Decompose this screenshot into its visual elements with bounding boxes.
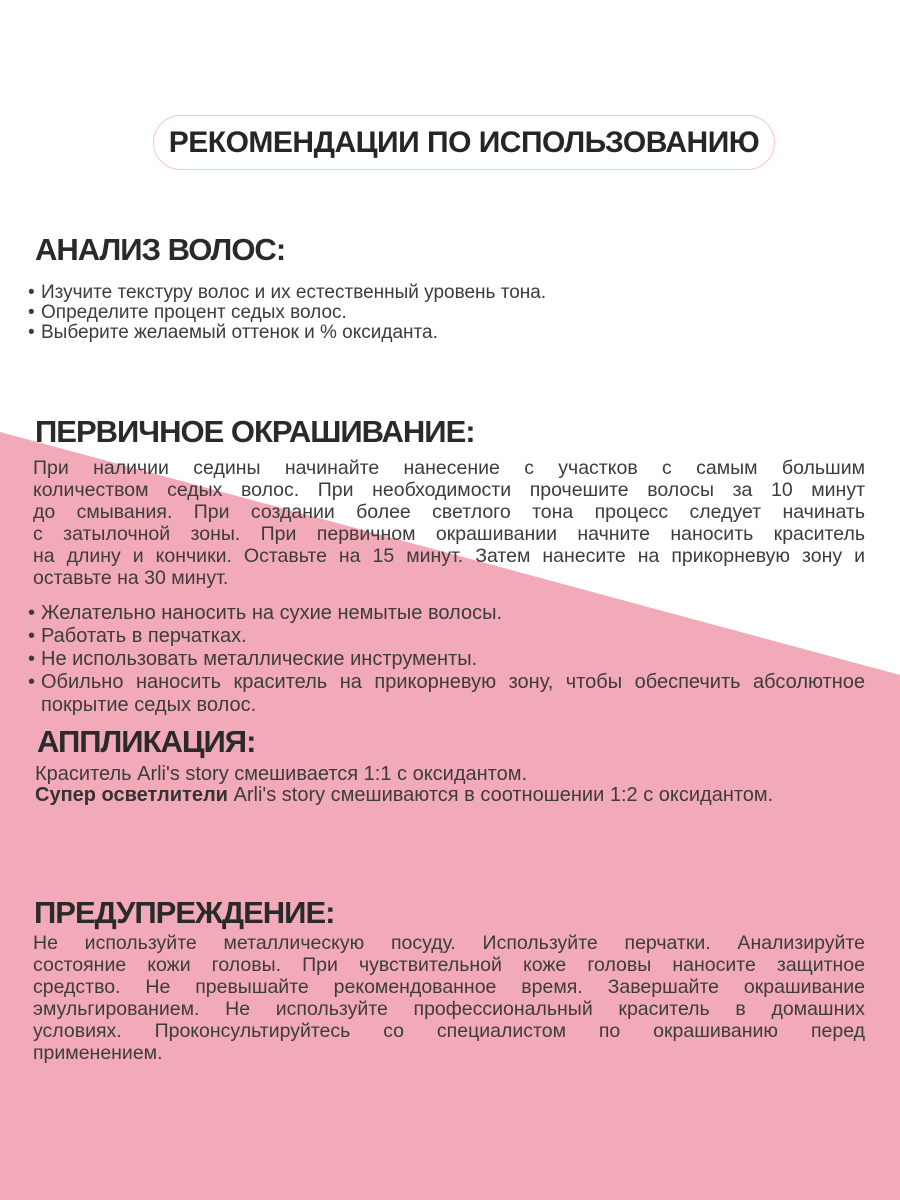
paragraph-line: на длину и кончики. Оставьте на 15 минут. Затем нанесите на прикорневую зону и <box>33 545 865 567</box>
bullet-dot: • <box>28 625 36 647</box>
paragraph-line: применением. <box>33 1042 163 1064</box>
analysis-bullet-1 <box>28 283 868 303</box>
bullet-dot: • <box>28 648 36 670</box>
warning-paragraph <box>33 932 865 1064</box>
paragraph-line: средство. Не превышайте рекомендованное время. Завершайте окрашивание <box>33 976 865 998</box>
analysis-bullet-3 <box>28 323 868 343</box>
primary-bullet-3 <box>28 648 865 671</box>
primary-coloring-paragraph <box>33 457 865 589</box>
application-line-2-bold: Супер осветлители <box>35 784 228 806</box>
warning-heading: ПРЕДУПРЕЖДЕНИЕ: <box>34 895 335 930</box>
application-line-2-rest: Arli's story смешиваются в соотношении 1:2 с оксидантом. <box>227 784 774 806</box>
bullet-text <box>41 671 865 717</box>
paragraph-line: состояние кожи головы. При чувствительной коже головы наносите защитное <box>33 954 865 976</box>
bullet-text: Не использовать металлические инструменты. <box>41 648 478 670</box>
analysis-bullet-2 <box>28 303 868 323</box>
bullet-line: покрытие седых волос. <box>41 694 257 716</box>
bullet-dot: • <box>28 302 35 323</box>
primary-bullet-4 <box>28 671 865 717</box>
primary-coloring-bullet-list <box>28 602 865 717</box>
paragraph-line: количеством седых волос. При необходимости прочешите волосы за 10 минут <box>33 479 865 501</box>
paragraph-line: оставьте на 30 минут. <box>33 567 229 589</box>
primary-bullet-2 <box>28 625 865 648</box>
analysis-bullet-list <box>28 283 868 343</box>
analysis-heading: АНАЛИЗ ВОЛОС: <box>35 232 286 267</box>
paragraph-line: эмульгированием. Не используйте профессиональный краситель в домашних <box>33 998 865 1020</box>
application-line-2 <box>35 785 875 806</box>
bullet-text: Изучите текстуру волос и их естественный уровень тона. <box>41 282 547 303</box>
paragraph-line: условиях. Проконсультируйтесь со специалистом по окрашиванию перед <box>33 1020 865 1042</box>
page-title: РЕКОМЕНДАЦИИ ПО ИСПОЛЬЗОВАНИЮ <box>168 125 760 159</box>
bullet-text: Определите процент седых волос. <box>41 302 347 323</box>
bullet-text: Работать в перчатках. <box>41 625 247 647</box>
application-line-1: Краситель Arli's story смешивается 1:1 с оксидантом. <box>35 763 528 785</box>
bullet-text: Выберите желаемый оттенок и % оксиданта. <box>41 322 438 343</box>
bullet-dot: • <box>28 322 35 343</box>
bullet-line: Обильно наносить краситель на прикорневую зону, чтобы обеспечить абсолютное <box>41 671 865 693</box>
title-pill <box>153 115 775 170</box>
primary-bullet-1 <box>28 602 865 625</box>
bullet-dot: • <box>28 671 36 693</box>
primary-coloring-heading: ПЕРВИЧНОЕ ОКРАШИВАНИЕ: <box>35 414 475 449</box>
paragraph-line: При наличии седины начинайте нанесение с участков с самым большим <box>33 457 865 479</box>
application-heading: АППЛИКАЦИЯ: <box>37 724 256 759</box>
bullet-dot: • <box>28 282 35 303</box>
paragraph-line: с затылочной зоны. При первичном окрашивании начните наносить краситель <box>33 523 865 545</box>
paragraph-line: Не используйте металлическую посуду. Используйте перчатки. Анализируйте <box>33 932 865 954</box>
bullet-dot: • <box>28 602 36 624</box>
paragraph-line: до смывания. При создании более светлого тона процесс следует начинать <box>33 501 865 523</box>
bullet-text: Желательно наносить на сухие немытые волосы. <box>41 602 503 624</box>
